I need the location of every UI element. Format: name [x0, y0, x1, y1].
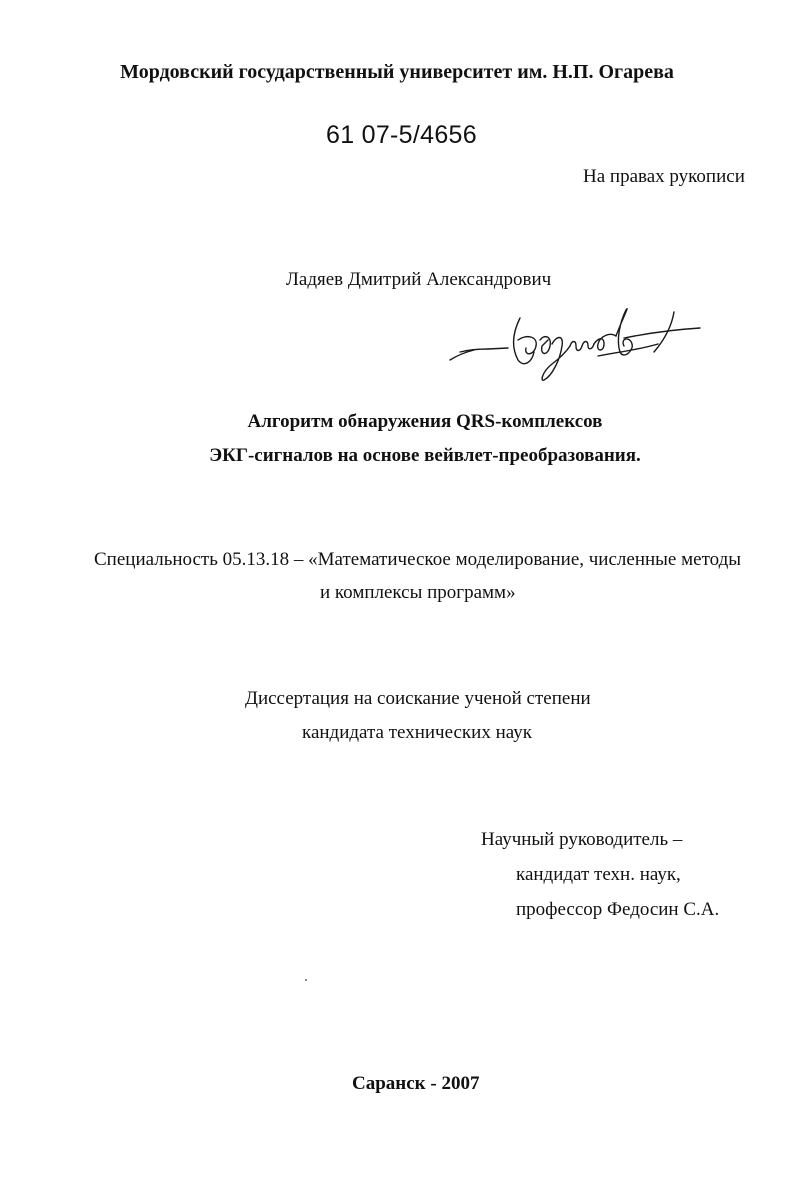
university-name: Мордовский государственный университет им. Н.П. Огарева [120, 61, 674, 83]
manuscript-note: На правах рукописи [583, 166, 745, 187]
advisor-label: Научный руководитель – [481, 829, 683, 850]
advisor-name: профессор Федосин С.А. [516, 899, 720, 920]
archive-code: 61 07-5/4656 [326, 121, 477, 149]
specialty-line-2: и комплексы программ» [320, 582, 516, 603]
author-name: Ладяев Дмитрий Александрович [286, 269, 552, 290]
signature-icon [448, 300, 703, 382]
degree-line-1: Диссертация на соискание ученой степени [245, 688, 591, 709]
degree-line-2: кандидата технических наук [302, 722, 532, 743]
thesis-title-line-1: Алгоритм обнаружения QRS-комплексов [247, 411, 603, 432]
city-year: Саранск - 2007 [352, 1073, 480, 1094]
advisor-degree: кандидат техн. наук, [516, 864, 681, 885]
scan-speck [305, 979, 307, 981]
thesis-title-line-2: ЭКГ-сигналов на основе вейвлет-преобразования. [209, 445, 641, 466]
specialty-line-1: Специальность 05.13.18 – «Математическое моделирование, численные методы [94, 549, 742, 570]
